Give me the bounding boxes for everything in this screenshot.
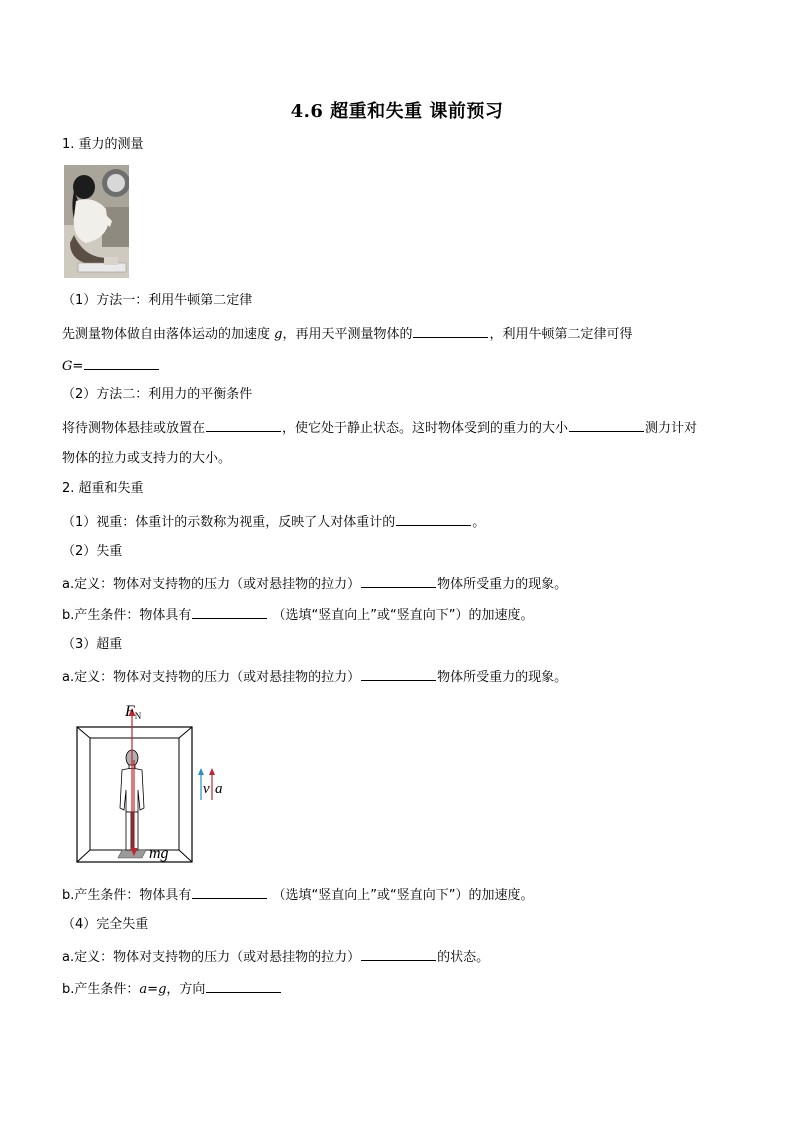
method-2-text-c: 测力计对 [645, 421, 698, 436]
method-2-label: （2）方法二：利用力的平衡条件 [62, 387, 253, 402]
method-1-text-b: ，再用天平测量物体的 [282, 327, 413, 342]
blank-lose-cond[interactable] [192, 605, 267, 619]
blank-over-cond[interactable] [192, 885, 267, 899]
method-2-text-cont: 物体的拉力或支持力的大小。 [62, 451, 232, 466]
apparent-weight-a: （1）视重：体重计的示数称为视重，反映了人对体重计的 [62, 515, 396, 530]
method-1-text [62, 324, 633, 344]
symbol-g-2: g [158, 982, 167, 997]
method-2-text-b: ，使它处于静止状态。这时物体受到的重力的大小 [282, 421, 569, 436]
over-cond-a: b.产生条件：物体具有 [62, 888, 192, 903]
equals-sign-2: = [147, 982, 159, 997]
lose-def-a: a.定义：物体对支持物的压力（或对悬挂物的拉力） [62, 577, 361, 592]
symbol-G: G [62, 359, 73, 374]
mg-label: mg [149, 845, 169, 862]
overweight-heading: （3）超重 [62, 637, 123, 652]
weightlessness-condition [62, 605, 533, 625]
elevator-diagram [72, 700, 232, 870]
blank-apparent[interactable] [396, 512, 471, 526]
blank-direction[interactable] [206, 979, 281, 993]
complete-weightlessness-condition [62, 979, 282, 999]
symbol-a: a [139, 982, 148, 997]
apparent-weight-text [62, 512, 485, 532]
method-1-text-c: ，利用牛顿第二定律可得 [489, 327, 633, 342]
overweight-definition [62, 667, 567, 687]
blank-lose-def[interactable] [361, 574, 436, 588]
blank-instrument[interactable] [206, 418, 281, 432]
lose-cond-a: b.产生条件：物体具有 [62, 608, 192, 623]
complete-weightlessness-definition [62, 947, 489, 967]
blank-formula[interactable] [84, 356, 159, 370]
a-label: a [215, 781, 223, 797]
method-2-text-a: 将待测物体悬挂或放置在 [62, 421, 206, 436]
v-label: v [203, 781, 210, 797]
over-def-a: a.定义：物体对支持物的压力（或对悬挂物的拉力） [62, 670, 361, 685]
lose-def-b: 物体所受重力的现象。 [437, 577, 568, 592]
fn-label: FN [125, 703, 142, 721]
method-2-text [62, 418, 697, 438]
weightlessness-heading: （2）失重 [62, 544, 123, 559]
page-title: 4.6 超重和失重 课前预习 [290, 101, 504, 122]
full-cond-b: ，方向 [166, 982, 206, 997]
apparent-weight-b: 。 [472, 515, 486, 530]
lose-cond-b: （选填“竖直向上”或“竖直向下”）的加速度。 [272, 608, 534, 623]
section-2-heading: 2. 超重和失重 [62, 481, 144, 496]
method-1-label: （1）方法一：利用牛顿第二定律 [62, 293, 253, 308]
equals-sign: = [72, 359, 84, 374]
weighing-photo [64, 165, 129, 278]
overweight-condition [62, 885, 533, 905]
full-def-b: 的状态。 [437, 950, 490, 965]
section-1-heading: 1. 重力的测量 [62, 137, 144, 152]
full-def-a: a.定义：物体对支持物的压力（或对悬挂物的拉力） [62, 950, 361, 965]
method-1-text-a: 先测量物体做自由落体运动的加速度 [62, 327, 275, 342]
full-cond-a: b.产生条件： [62, 982, 140, 997]
over-def-b: 物体所受重力的现象。 [437, 670, 568, 685]
blank-relation[interactable] [569, 418, 644, 432]
complete-weightlessness-heading: （4）完全失重 [62, 917, 149, 932]
method-1-formula [62, 356, 160, 376]
blank-mass[interactable] [413, 324, 488, 338]
over-cond-b: （选填“竖直向上”或“竖直向下”）的加速度。 [272, 888, 534, 903]
weightlessness-definition [62, 574, 567, 594]
blank-full-def[interactable] [361, 947, 436, 961]
blank-over-def[interactable] [361, 667, 436, 681]
symbol-g: g [274, 327, 283, 342]
